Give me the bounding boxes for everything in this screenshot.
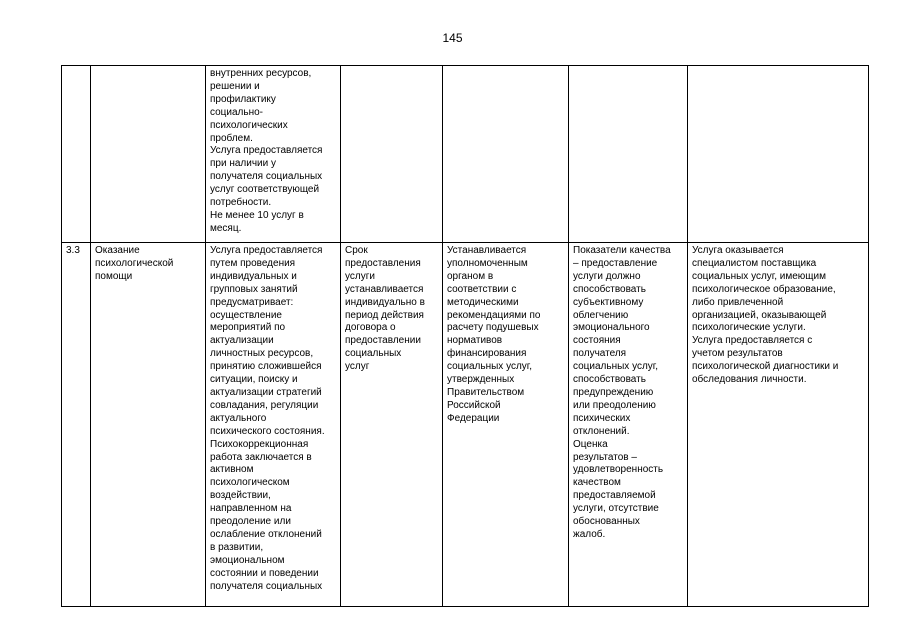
cell-text-line: психологическое образование,	[692, 283, 836, 295]
cell-text-line: получателя социальных	[210, 171, 323, 183]
cell-text-line: методическими	[447, 296, 519, 308]
cell-text-line: социальных услуг,	[447, 361, 533, 373]
cell-text-line: услуг соответствующей	[210, 184, 320, 196]
cell-text-line: расчету подушевых	[447, 322, 539, 334]
service-term-cell	[341, 243, 443, 607]
cell-text-line: Срок	[345, 245, 368, 256]
cell-text-line: предусматривает:	[210, 296, 294, 308]
cell-text-line: месяц.	[210, 222, 242, 234]
cell-text-line: личностных ресурсов,	[210, 348, 314, 360]
cell-text-line: эмоционального	[573, 322, 650, 334]
cell-text-line: активном	[210, 464, 254, 476]
cell-text-line: психологической диагностики и	[692, 361, 839, 373]
cell-text-line: психологическом	[210, 477, 290, 489]
cell-text-line: Российской	[447, 399, 501, 411]
service-conditions-cell	[688, 243, 869, 607]
cell-text-line: утвержденных	[447, 374, 515, 386]
cell-text-line: мероприятий по	[210, 322, 286, 334]
cell-text-line: услуги, отсутствие	[573, 503, 659, 515]
cell-text-line: нормативов	[447, 335, 503, 347]
service-name-cell	[91, 243, 206, 607]
cell-text-line: результатов –	[573, 451, 637, 463]
cell-text-line: ослабление отклонений	[210, 528, 322, 540]
service-description-cell	[206, 243, 341, 607]
cell-text-line: договора о	[345, 322, 396, 334]
cell-text-line: услуг	[345, 361, 370, 373]
cell-text-line: обоснованных	[573, 516, 640, 528]
cell-text-line: Устанавливается	[447, 245, 527, 256]
cell-text-line: социальных услуг, имеющим	[692, 270, 826, 282]
cell-text-line: качеством	[573, 477, 621, 489]
cell-text-line: потребности.	[210, 197, 272, 209]
per-capita-norm-cell	[443, 243, 569, 607]
cell-text-line: психических	[573, 412, 631, 424]
table-row	[62, 66, 869, 243]
cell-text-line: облегчению	[573, 309, 629, 321]
cell-text-line: проблем.	[210, 132, 253, 144]
cell-text-line: профилактику	[210, 93, 276, 105]
cell-text-line: финансирования	[447, 348, 527, 360]
cell-text-line: воздействии,	[210, 490, 271, 502]
cell-text-line: Оказание	[95, 245, 140, 256]
cell-text-line: Показатели качества	[573, 245, 671, 256]
cell-text-line: Психокоррекционная	[210, 438, 309, 450]
cell-text-line: устанавливается	[345, 283, 424, 295]
cell-text-line: психологической	[95, 257, 174, 269]
cell-text-line: предупреждению	[573, 386, 654, 398]
cell-text-line: решении и	[210, 80, 260, 92]
cell-text-line: осуществление	[210, 309, 282, 321]
cell-text-line: Услуга оказывается	[692, 245, 784, 256]
cell-text-line: при наличии у	[210, 158, 277, 170]
service-name-cell	[91, 66, 206, 243]
cell-text-line: специалистом поставщика	[692, 257, 817, 269]
service-term-cell	[341, 66, 443, 243]
cell-text-line: организацией, оказывающей	[692, 309, 827, 321]
row-number-cell	[62, 66, 91, 243]
cell-text-line: соответствии с	[447, 283, 517, 295]
cell-text-line: услуги	[345, 270, 375, 282]
cell-text-line: актуализации стратегий	[210, 386, 322, 398]
cell-text-line: период действия	[345, 309, 424, 321]
cell-text-line: путем проведения	[210, 257, 296, 269]
cell-text-line: Федерации	[447, 412, 500, 424]
cell-text-line: Услуга предоставляется	[210, 245, 323, 256]
cell-text-line: актуализации	[210, 335, 274, 347]
service-conditions-cell	[688, 66, 869, 243]
row-number: 3.3	[66, 245, 80, 256]
cell-text-line: отклонений.	[573, 425, 630, 437]
cell-text-line: групповых занятий	[210, 283, 298, 295]
row-number-cell	[62, 243, 91, 607]
cell-text-line: ситуации, поиску и	[210, 374, 298, 386]
cell-text-line: индивидуальных и	[210, 270, 297, 282]
cell-text-line: органом в	[447, 270, 494, 282]
cell-text-line: эмоциональном	[210, 554, 285, 566]
cell-text-line: актуального	[210, 412, 267, 424]
quality-indicators-cell	[569, 66, 688, 243]
cell-text-line: предоставлении	[345, 335, 421, 347]
cell-text-line: состоянии и поведении	[210, 567, 319, 579]
services-table	[61, 65, 869, 607]
cell-text-line: жалоб.	[573, 528, 606, 540]
cell-text-line: учетом результатов	[692, 348, 783, 360]
cell-text-line: состояния	[573, 335, 621, 347]
page-number: 145	[442, 31, 463, 45]
cell-text-line: обследования личности.	[692, 374, 807, 386]
cell-text-line: Правительством	[447, 386, 525, 398]
cell-text-line: социальных услуг,	[573, 361, 659, 373]
cell-text-line: способствовать	[573, 374, 646, 386]
cell-text-line: в развитии,	[210, 541, 264, 553]
cell-text-line: способствовать	[573, 283, 646, 295]
quality-indicators-cell	[569, 243, 688, 607]
cell-text-line: преодоление или	[210, 516, 291, 528]
cell-text-line: принятию сложившейся	[210, 361, 322, 373]
cell-text-line: рекомендациями по	[447, 309, 541, 321]
cell-text-line: услуги должно	[573, 270, 641, 282]
cell-text-line: уполномоченным	[447, 257, 528, 269]
cell-text-line: психологических	[210, 119, 288, 131]
cell-text-line: социальных	[345, 348, 402, 360]
cell-text-line: Не менее 10 услуг в	[210, 209, 304, 221]
cell-text-line: Оценка	[573, 438, 608, 450]
cell-text-line: направленном на	[210, 503, 292, 515]
per-capita-norm-cell	[443, 66, 569, 243]
cell-text-line: субъективному	[573, 296, 644, 308]
cell-text-line: работа заключается в	[210, 451, 312, 463]
cell-text-line: помощи	[95, 270, 133, 282]
service-description-cell	[206, 66, 341, 243]
cell-text-line: психологические услуги.	[692, 322, 806, 334]
cell-text-line: индивидуально в	[345, 296, 425, 308]
cell-text-line: социально-	[210, 106, 264, 118]
cell-text-line: либо привлеченной	[692, 296, 784, 308]
cell-text-line: получателя социальных	[210, 580, 323, 592]
cell-text-line: внутренних ресурсов,	[210, 68, 312, 79]
cell-text-line: получателя	[573, 348, 627, 360]
cell-text-line: предоставления	[345, 257, 421, 269]
cell-text-line: или преодолению	[573, 399, 656, 411]
table-row	[62, 243, 869, 607]
cell-text-line: предоставляемой	[573, 490, 656, 502]
cell-text-line: удовлетворенность	[573, 464, 664, 476]
cell-text-line: совладания, регуляции	[210, 399, 319, 411]
cell-text-line: Услуга предоставляется	[210, 145, 323, 157]
cell-text-line: психического состояния.	[210, 425, 325, 437]
cell-text-line: – предоставление	[573, 257, 658, 269]
cell-text-line: Услуга предоставляется с	[692, 335, 813, 347]
